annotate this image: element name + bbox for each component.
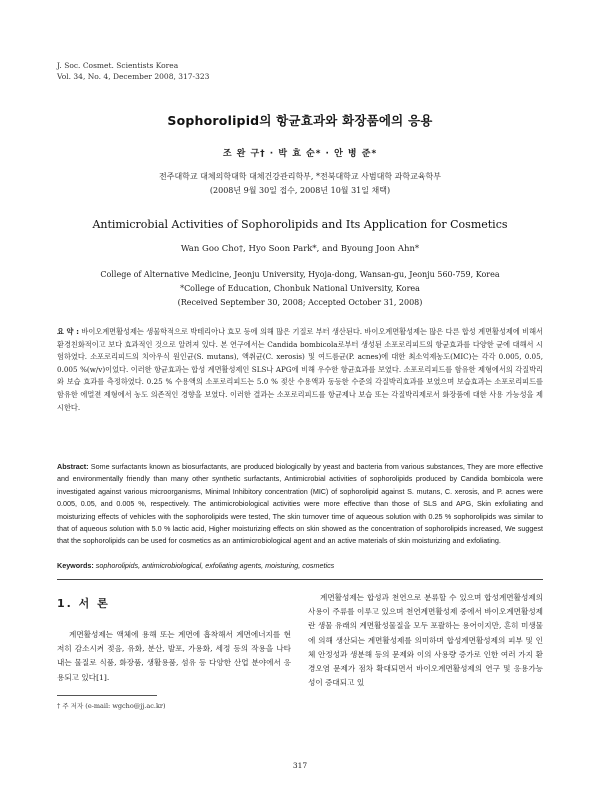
abstract-korean-label: 요 약 : [57,327,79,336]
title-korean: Sophorolipid의 항균효과와 화장품에의 응용 [167,113,433,128]
dates-english: (Received September 30, 2008; Accepted October 31, 2008) [177,298,423,307]
body-right-column: 계면활성제는 합성과 천연으로 분류할 수 있으며 합성계면활성제의 사용이 주류를 이루고 있으며 천연계면활성제 중에서 바이오계면활성제란 생물 유래의 계면활성물질을 모두 포괄하는 용어이지만, 흔히 미생물에 의해 생산되는 계면활성제를 의미하며 합성계면활성제의 피부 및 인체 안정성과 생분해 등의 문제와 이의 사용량 증가로 인한 여러 가지 환경오염 문제가 점차 확대되면서 바이오계면활성제의 연구 및 응용가능성이 증대되고 있 [308,593,543,688]
affiliation-korean: 전주대학교 대체의학대학 대체건강관리학부, *전북대학교 사범대학 과학교육학부 [158,172,441,181]
affiliation-english-1: College of Alternative Medicine, Jeonju University, Hyoja-dong, Wansan-gu, Jeonju 560-759, Korea [100,270,500,279]
section-title-introduction: 1. 서 론 [57,597,110,610]
authors-english: Wan Goo Cho†, Hyo Soon Park*, and Byoung Joon Ahn* [180,244,420,254]
journal-header [57,60,209,82]
abstract-english-label: Abstract: [57,462,89,471]
title-english: Antimicrobial Activities of Sophorolipids and Its Application for Cosmetics [92,218,508,231]
footnote-divider [57,695,157,696]
authors-korean: 조 완 구† · 박 효 순* · 안 병 준* [222,149,378,159]
keywords-label: Keywords: [57,561,94,570]
keywords [57,560,543,571]
footnote-corresponding-author: † 주 저자 (e-mail: wgcho@jj.ac.kr) [57,702,166,710]
body-left-column: 계면활성제는 액체에 용해 또는 계면에 흡착해서 계면에너지를 현저히 감소시켜 젖음, 유화, 분산, 발포, 가용화, 세정 등의 작용을 나타내는 물질로 식품, 화장품, 생활용품, 섬유 등 다양한 산업 분야에서 응용되고 있다[1]. [57,630,291,682]
keywords-text: sophorolipids, antimicrobiological, exfoliating agents, moisturing, cosmetics [95,561,335,570]
affiliation-english-2: *College of Education, Chonbuk National University, Korea [180,284,420,293]
abstract-english-text: Some surfactants known as biosurfactants, are produced biologically by yeast and bacteria from various substances, They are more effective and environmentally friendly than many other synthetic surfactants, Antimicrobial activities of sophorolipids produced by Candida bombicola were investigated against various microorganisms, Minimal Inhibitory concentration (MIC) of sophorolipid against S. mutans, C. xerosis, and P. acnes were 0.005, 0.05, and 0.005 %, respectively. The antimicrobiological activities were more effective than those of SLS and APG, Skin exfoliating and moisturizing effects of vehicles with the sophorolipids were tested, The skin turnover time of aqueous solution with 0.25 % sophorolipids was similar to that of aqueous solution with 5.0 % lactic acid, Higher moisturizing effects on skin showed as the concentration of sophorolipids increased, We suggest that the sophorolipids can be used for cosmetics as an antimicrobiological agent and an active materials of skin moisturizing and exfoliating. [57,462,543,546]
page-number: 317 [292,761,308,770]
affiliation-english-block [0,268,600,310]
abstract-korean [57,326,543,414]
journal-volume: Vol. 34, No. 4, December 2008, 317-323 [57,72,210,81]
dates-korean: (2008년 9월 30일 접수, 2008년 10월 31일 채택) [209,186,391,195]
journal-name: J. Soc. Cosmet. Scientists Korea [57,61,179,70]
section-divider [57,579,543,580]
abstract-english [57,461,543,548]
abstract-korean-text: 바이오계면활성제는 생물학적으로 박테리아나 효모 등에 의해 많은 기질로 부터 생산된다. 바이오계면활성제는 많은 다른 합성 계면활성제에 비해서 환경친화적이고 보다 효과적인 것으로 알려져 있다. 본 연구에서는 Candida bombicola로부터 생성된 소포로리피드의 항균효과를 다양한 균에 대해서 시험하였다. 소포로리피드의 치아우식 원인균(S. mutans), 액취균(C. xerosis) 및 여드름균(P. acnes)에 대한 최소억제농도(MIC)는 각각 0.005, 0.05, 0.005 %(w/v)이었다. 이러한 항균효과는 합성 계면활성제인 SLS나 APG에 비해 우수한 항균효과를 보였다. 소포로리피드를 함유한 제형에서의 각질박리와 보습 효과를 측정하였다. 0.25 % 수용액의 소포로리피드는 5.0 % 젖산 수용액과 동등한 수준의 각질박리효과를 보였으며 보습효과는 소포로리피드를 함유한 에멀젼 제형에서 농도 의존적인 경향을 보였다. 이러한 결과는 소포로리피드를 항균제나 보습 또는 각질박리제로서 화장품에 대한 사용 가능성을 제시한다. [57,327,544,412]
affiliation-korean-block [0,170,600,198]
